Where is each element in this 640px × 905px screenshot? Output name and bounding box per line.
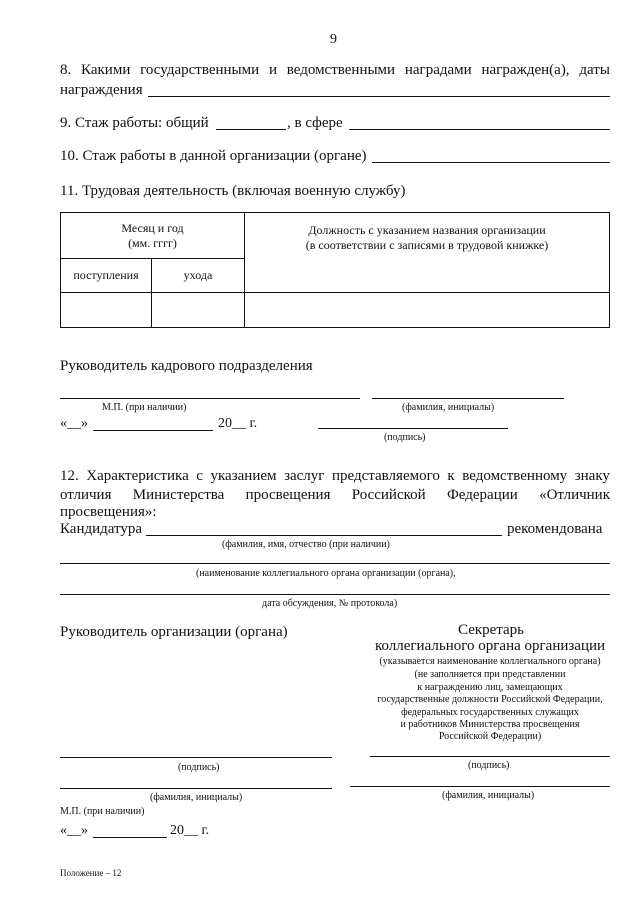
item12-word: Федерации (446, 487, 518, 503)
hr-head-name-caption: (фамилия, инициалы) (402, 402, 495, 413)
hr-head-date-day: «__» (60, 416, 88, 431)
org-head-name-caption: (фамилия, инициалы) (150, 792, 243, 803)
item12-word: заслуг (284, 468, 325, 484)
item12-line3: просвещения»: (60, 504, 157, 520)
page-number: 9 (330, 32, 337, 47)
item12-word: Характеристика (86, 468, 189, 484)
candidate-fio-caption: (фамилия, имя, отчество (при наличии) (222, 539, 390, 550)
org-head-signature-field[interactable] (60, 757, 332, 758)
hr-head-stamp-caption: М.П. (при наличии) (102, 402, 187, 413)
item8-word: наградами (404, 62, 472, 78)
item8-word: и (268, 62, 277, 78)
item8-awards-field[interactable] (148, 96, 610, 97)
org-head-date-month-field[interactable] (93, 837, 167, 838)
table-cell-start[interactable] (61, 293, 152, 328)
secretary-note: и работников Министерства просвещения (400, 719, 580, 730)
item12-line1 (60, 468, 610, 485)
work-history-table (60, 212, 610, 328)
item12-word: 12. (60, 468, 79, 484)
item12-word: Российской (351, 487, 426, 503)
hr-head-signature-field[interactable] (318, 428, 508, 429)
recommended-label: рекомендована (507, 521, 603, 537)
item12-word: отличия (60, 487, 112, 503)
col-date-header: Месяц и год (мм. гггг) (61, 213, 245, 259)
item10-field[interactable] (372, 162, 610, 163)
item12-word: «Отличник (539, 487, 610, 503)
secretary-signature-caption: (подпись) (468, 760, 510, 771)
footer-text: Положение – 12 (60, 868, 122, 878)
collegial-body-field[interactable] (60, 563, 610, 564)
item9-sphere-field[interactable] (349, 129, 610, 130)
item9-sphere-label: , в сфере (287, 115, 343, 131)
item12-word: указанием (210, 468, 277, 484)
item12-word: к (447, 468, 455, 484)
item8-word: даты (579, 62, 610, 78)
secretary-note: государственные должности Российской Федерации, (377, 694, 603, 705)
hr-head-name-field[interactable] (372, 398, 564, 399)
item12-word: ведомственному (462, 468, 568, 484)
item8-line2: награждения (60, 82, 143, 98)
col-end-header: ухода (152, 259, 245, 293)
item8-word: 8. (60, 62, 72, 78)
org-head-name-field[interactable] (60, 788, 332, 789)
item8-word: государственными (140, 62, 260, 78)
secretary-signature-field[interactable] (370, 756, 610, 757)
col-start-header: поступления (61, 259, 152, 293)
hr-head-title: Руководитель кадрового подразделения (60, 358, 313, 374)
org-head-title: Руководитель организации (органа) (60, 624, 288, 640)
secretary-subtitle: коллегиального органа организации (374, 638, 606, 654)
hr-head-date-month-field[interactable] (93, 430, 213, 431)
item8-line1 (60, 62, 610, 79)
item12-word: знаку (574, 468, 610, 484)
hr-head-date-year: 20__ г. (218, 416, 258, 431)
item10-label: 10. Стаж работы в данной организации (органе) (60, 148, 367, 164)
item12-word: Министерства (132, 487, 225, 503)
org-head-stamp: М.П. (при наличии) (60, 806, 145, 817)
item9-label: 9. Стаж работы: общий (60, 115, 209, 131)
secretary-note: (не заполняется при представлении (414, 669, 566, 680)
secretary-note: к награждению лиц, замещающих (417, 682, 563, 693)
candidate-label: Кандидатура (60, 521, 143, 537)
item9-total-field[interactable] (216, 129, 286, 130)
item8-word: Какими (81, 62, 131, 78)
item12-word: просвещения (245, 487, 331, 503)
secretary-note: федеральных государственных служащих (401, 707, 579, 718)
table-cell-end[interactable] (152, 293, 245, 328)
collegial-body-caption: (наименование коллегиального органа организации (органа), (196, 568, 456, 579)
discussion-date-field[interactable] (60, 594, 610, 595)
secretary-name-field[interactable] (350, 786, 610, 787)
item12-word: с (196, 468, 203, 484)
item8-word: награжден(а), (481, 62, 570, 78)
secretary-name-caption: (фамилия, инициалы) (442, 790, 535, 801)
item12-line2 (60, 487, 610, 504)
hr-head-signature-caption: (подпись) (384, 432, 426, 443)
item12-word: представляемого (332, 468, 440, 484)
org-head-signature-caption: (подпись) (178, 762, 220, 773)
table-cell-position[interactable] (245, 293, 610, 328)
secretary-note: Российской Федерации) (438, 731, 542, 742)
candidate-name-field[interactable] (146, 535, 502, 536)
secretary-title: Секретарь (458, 622, 525, 638)
item8-word: ведомственными (286, 62, 396, 78)
item11-label: 11. Трудовая деятельность (включая военную службу) (60, 183, 406, 199)
secretary-note: (указывается наименование коллегиального органа) (379, 656, 601, 667)
discussion-date-caption: дата обсуждения, № протокола) (262, 598, 398, 609)
org-head-date-day: «__» (60, 823, 88, 838)
org-head-date-year: 20__ г. (170, 823, 210, 838)
col-position-header: Должность с указанием названия организации (в соответствии с записями в трудовой книжке) (245, 213, 610, 293)
hr-head-stamp-line[interactable] (60, 398, 360, 399)
